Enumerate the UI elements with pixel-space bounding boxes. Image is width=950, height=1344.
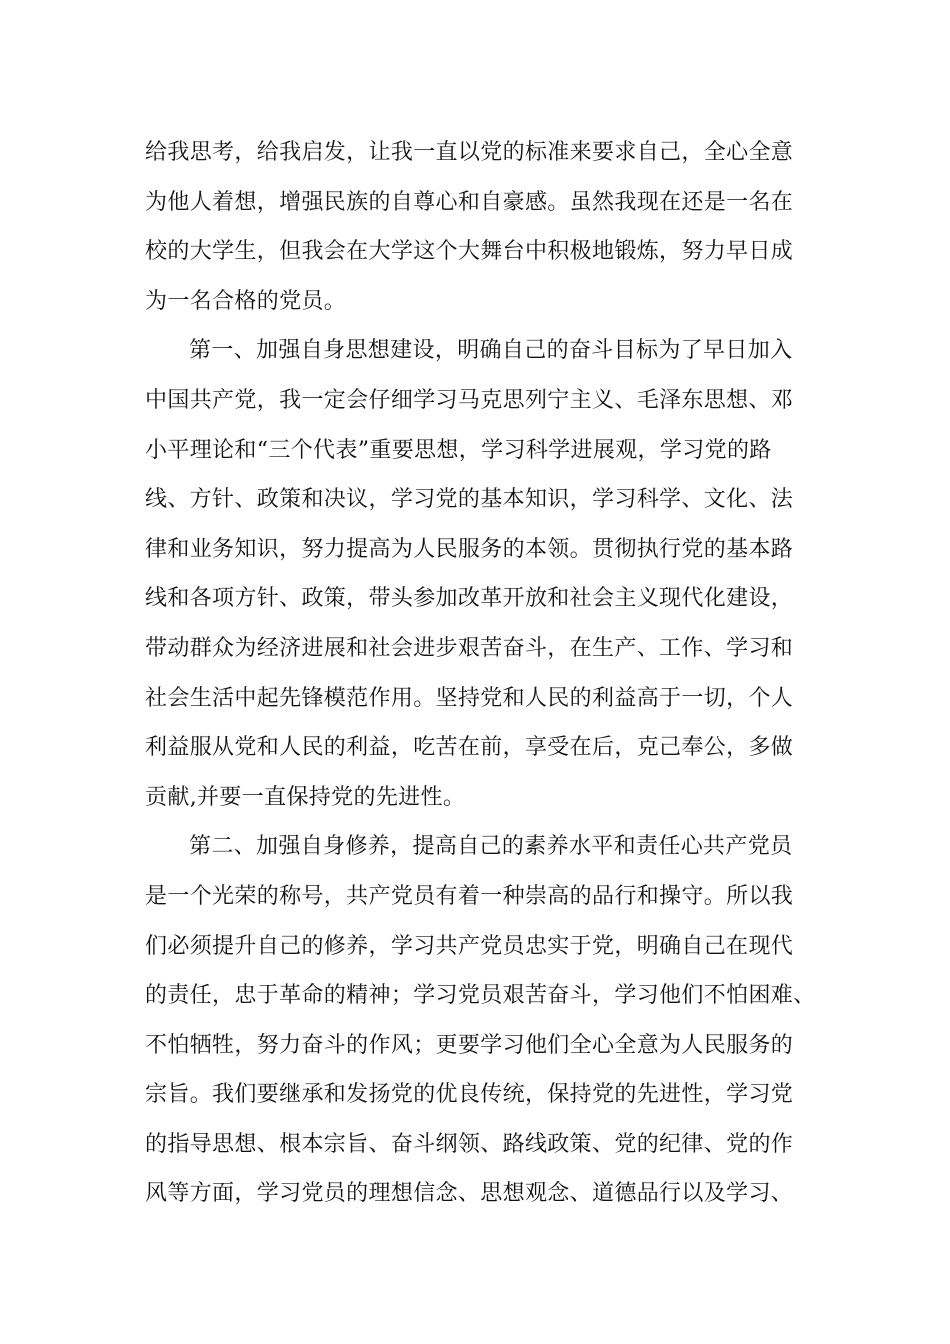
text-line: 贡献,并要一直保持党的先进性。 [145, 784, 466, 810]
paragraph-2 [145, 326, 845, 822]
text-line: 第一、加强自身思想建设，明确自己的奋斗目标为了早日加入 [189, 338, 793, 364]
text-line: 线、方针、政策和决议，学习党的基本知识，学习科学、文化、法 [145, 487, 794, 513]
text-line: 社会生活中起先锋模范作用。坚持党和人民的利益高于一切，个人 [145, 685, 794, 711]
text-line: 宗旨。我们要继承和发扬党的优良传统，保持党的先进性，学习党 [145, 1082, 794, 1108]
text-line: 给我思考，给我启发，让我一直以党的标准来要求自己，全心全意 [145, 140, 794, 165]
text-line: 是一个光荣的称号，共产党员有着一种崇高的品行和操守。所以我 [145, 883, 794, 909]
text-line: 为他人着想，增强民族的自尊心和自豪感。虽然我现在还是一名在 [145, 189, 794, 215]
text-line: 们必须提升自己的修养，学习共产党员忠实于党，明确自己在现代 [145, 933, 794, 959]
text-line: 风等方面，学习党员的理想信念、思想观念、道德品行以及学习、 [145, 1181, 794, 1207]
text-line: 小平理论和“三个代表”重要思想，学习科学进展观，学习党的路 [145, 437, 772, 463]
text-line: 线和各项方针、政策，带头参加改革开放和社会主义现代化建设， [145, 586, 794, 612]
text-line: 的指导思想、根本宗旨、奋斗纲领、路线政策、党的纪律、党的作 [145, 1131, 794, 1157]
paragraph-1 [145, 128, 845, 326]
text-line: 为一名合格的党员。 [145, 288, 347, 314]
text-line: 校的大学生，但我会在大学这个大舞台中积极地锻炼，努力早日成 [145, 239, 794, 265]
text-line: 带动群众为经济进展和社会进步艰苦奋斗，在生产、工作、学习和 [145, 635, 794, 661]
text-line: 中国共产党，我一定会仔细学习马克思列宁主义、毛泽东思想、邓 [145, 387, 794, 413]
document-body [145, 128, 845, 1219]
text-line: 第二、加强自身修养，提高自己的素养水平和责任心共产党员 [189, 834, 793, 860]
text-line: 不怕牺牲，努力奋斗的作风；更要学习他们全心全意为人民服务的 [145, 1032, 794, 1058]
text-line: 律和业务知识，努力提高为人民服务的本领。贯彻执行党的基本路 [145, 536, 794, 562]
text-line: 利益服从党和人民的利益，吃苦在前，享受在后，克己奉公，多做 [145, 735, 794, 761]
paragraph-3 [145, 822, 845, 1219]
text-line: 的责任，忠于革命的精神；学习党员艰苦奋斗，学习他们不怕困难、 [145, 983, 816, 1009]
